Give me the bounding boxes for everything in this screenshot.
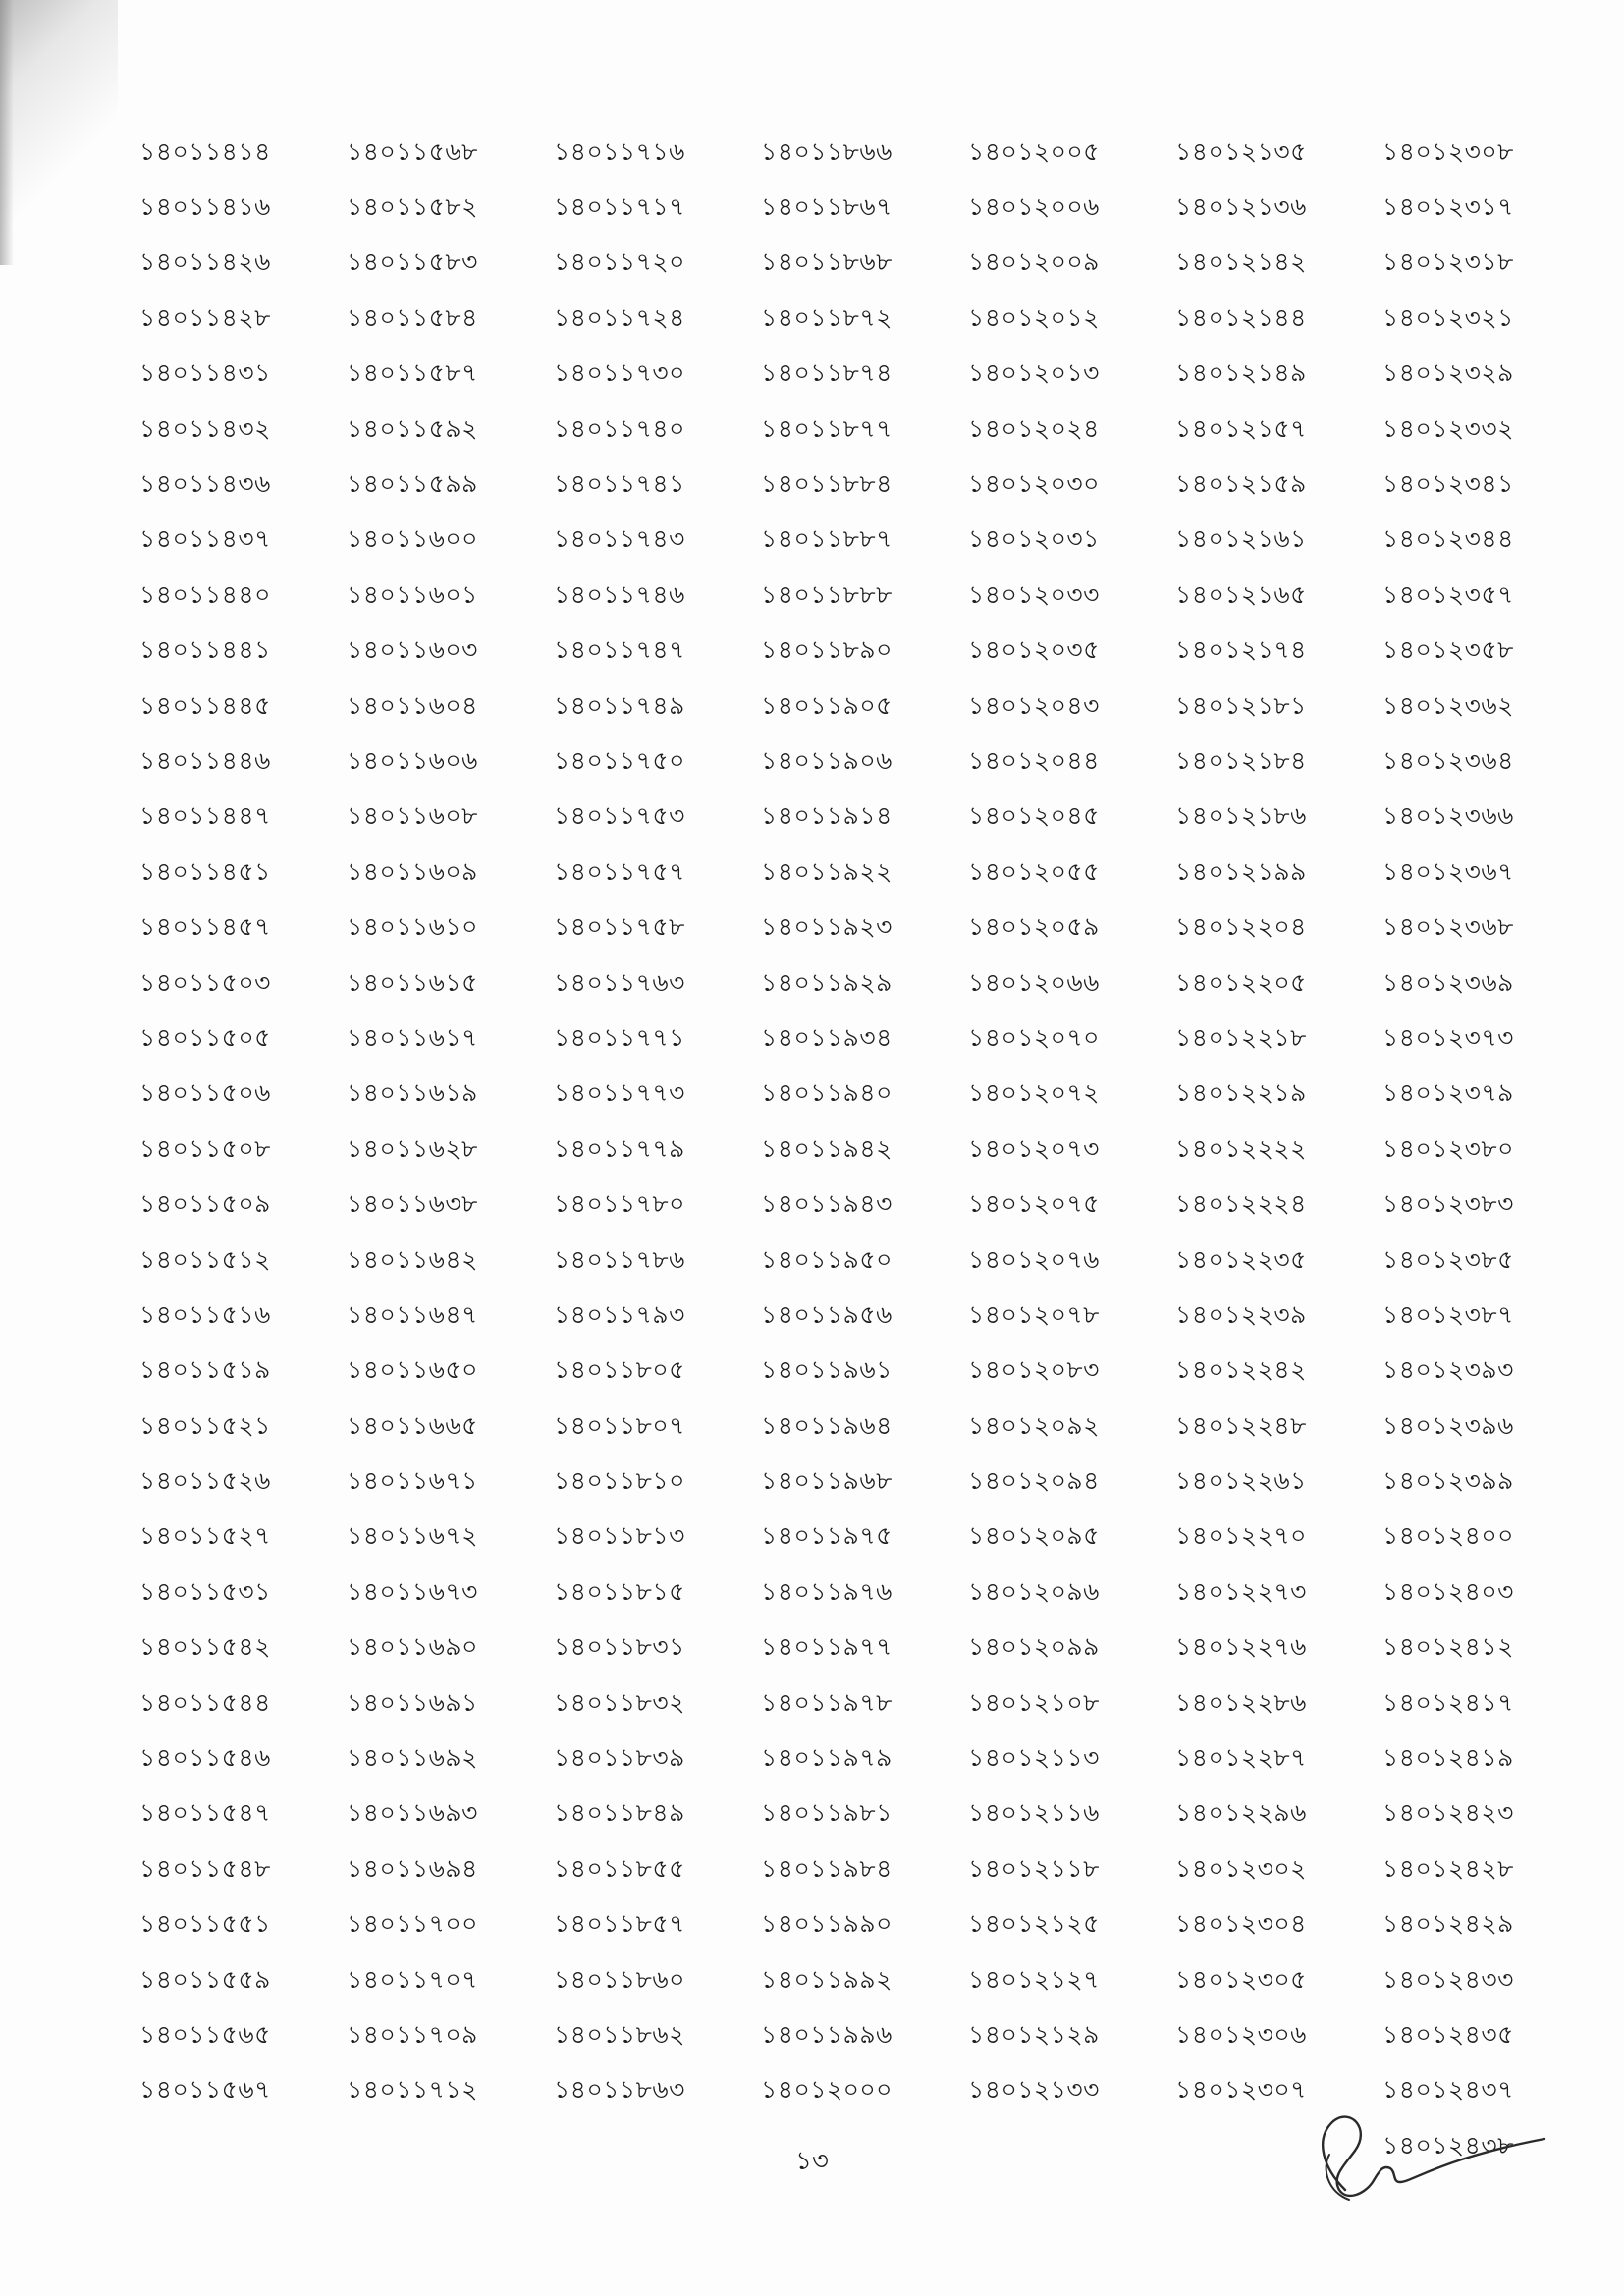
roll-number: ১৪০১২৩০৭ (1175, 2075, 1307, 2105)
roll-number: ১৪০১১৬১৯ (347, 1078, 478, 1108)
roll-number: ১৪০১২৪৩৩ (1382, 1964, 1514, 1994)
roll-number: ১৪০১২৩৮৫ (1382, 1244, 1514, 1274)
roll-number: ১৪০১১৯০৬ (761, 745, 893, 775)
roll-number: ১৪০১১৭৫৭ (554, 856, 685, 886)
roll-row (139, 1898, 1534, 1953)
roll-number: ১৪০১১৮৩৯ (554, 1743, 685, 1773)
roll-number: ১৪০১১৭৯৩ (554, 1299, 685, 1329)
roll-number: ১৪০১২৩১৭ (1382, 192, 1514, 222)
roll-number: ১৪০১১৫৪৬ (139, 1743, 271, 1773)
roll-number: ১৪০১২৪৩৮ (1382, 2130, 1514, 2159)
roll-row (139, 1399, 1534, 1454)
roll-number: ১৪০১১৬৯৪ (347, 1853, 478, 1883)
roll-number: ১৪০১১৬০০ (347, 524, 478, 554)
roll-number: ১৪০১১৮৭২ (761, 302, 893, 332)
roll-number: ১৪০১১৮৫৫ (554, 1853, 685, 1883)
roll-number: ১৪০১১৯২২ (761, 856, 893, 886)
roll-number: ১৪০১১৮১৫ (554, 1576, 685, 1606)
roll-number: ১৪০১১৬৬৫ (347, 1410, 478, 1440)
roll-number: ১৪০১২২৩৯ (1175, 1299, 1307, 1329)
roll-number: ১৪০১২২৬১ (1175, 1466, 1307, 1496)
roll-number: ১৪০১২৪০৩ (1382, 1576, 1514, 1606)
roll-number: ১৪০১২৪২৯ (1382, 1909, 1514, 1939)
roll-number: ১৪০১২০৭৬ (968, 1244, 1100, 1274)
roll-number: ১৪০১১৭৪৭ (554, 635, 685, 665)
roll-number: ১৪০১২১১৬ (968, 1798, 1100, 1828)
roll-number: ১৪০১২৪১৭ (1382, 1687, 1514, 1717)
roll-number: ১৪০১২৩৭৩ (1382, 1022, 1514, 1052)
roll-number: ১৪০১২০৪৩ (968, 690, 1100, 720)
roll-number: ১৪০১১৬৪২ (347, 1244, 478, 1274)
roll-number: ১৪০১২৩৭৯ (1382, 1078, 1514, 1108)
roll-row (139, 1122, 1534, 1177)
roll-number: ১৪০১১৭৪৩ (554, 524, 685, 554)
roll-number: ১৪০১১৯৬১ (761, 1355, 893, 1385)
roll-number: ১৪০১২২২৪ (1175, 1189, 1307, 1219)
roll-number: ১৪০১১৮৭৪ (761, 358, 893, 388)
roll-number: ১৪০১১৯৬৪ (761, 1410, 893, 1440)
roll-number: ১৪০১২৩০২ (1175, 1853, 1307, 1883)
roll-number: ১৪০১২৩৯৩ (1382, 1355, 1514, 1385)
scan-edge (0, 0, 14, 265)
signature-mark (1294, 2100, 1559, 2217)
roll-number: ১৪০১১৭১২ (347, 2075, 478, 2105)
roll-number: ১৪০১১৪৪৭ (139, 801, 271, 831)
roll-number: ১৪০১১৭৬৩ (554, 967, 685, 997)
roll-row (139, 1621, 1534, 1676)
roll-number: ১৪০১১৬১৭ (347, 1022, 478, 1052)
roll-number: ১৪০১২১৯৯ (1175, 856, 1307, 886)
roll-number: ১৪০১১৬৭৩ (347, 1576, 478, 1606)
roll-number: ১৪০১২০৪৫ (968, 801, 1100, 831)
roll-number: ১৪০১১৫৫১ (139, 1909, 271, 1939)
roll-number: ১৪০১১৭০৭ (347, 1964, 478, 1994)
roll-number: ১৪০১২০৯৫ (968, 1521, 1100, 1551)
roll-number: ১৪০১১৬১৫ (347, 967, 478, 997)
roll-number: ১৪০১১৫৪৭ (139, 1798, 271, 1828)
roll-number: ১৪০১২৪১৯ (1382, 1743, 1514, 1773)
roll-number: ১৪০১১৫১৬ (139, 1299, 271, 1329)
roll-number: ১৪০১২০১২ (968, 302, 1100, 332)
roll-number: ১৪০১২১৫৯ (1175, 469, 1307, 499)
roll-row (139, 403, 1534, 458)
roll-number: ১৪০১২১০৮ (968, 1687, 1100, 1717)
roll-number: ১৪০১১৫৬৫ (139, 2019, 271, 2049)
roll-number: ১৪০১২১৩৬ (1175, 192, 1307, 222)
roll-number: ১৪০১১৬০৮ (347, 801, 478, 831)
roll-number: ১৪০১১৫৬৭ (139, 2075, 271, 2105)
roll-row (139, 1233, 1534, 1288)
roll-number: ১৪০১২৩৬৪ (1382, 745, 1514, 775)
roll-number: ১৪০১২৩১৮ (1382, 247, 1514, 277)
roll-number: ১৪০১২০৩৩ (968, 579, 1100, 609)
roll-row (139, 735, 1534, 790)
roll-number: ১৪০১২২৮৭ (1175, 1743, 1307, 1773)
roll-number: ১৪০১১৬৫০ (347, 1355, 478, 1385)
roll-number: ১৪০১২২০৪ (1175, 912, 1307, 942)
roll-number: ১৪০১১৪৩২ (139, 413, 271, 443)
roll-number: ১৪০১২০০৫ (968, 137, 1100, 166)
roll-number: ১৪০১১৫৮৭ (347, 358, 478, 388)
roll-number: ১৪০১২৩৪১ (1382, 469, 1514, 499)
roll-number: ১৪০১১৫৮৩ (347, 247, 478, 277)
roll-number: ১৪০১১৯৪০ (761, 1078, 893, 1108)
roll-number: ১৪০১১৮৫৭ (554, 1909, 685, 1939)
roll-row (139, 292, 1534, 347)
roll-number: ১৪০১২৩৯৯ (1382, 1466, 1514, 1496)
roll-number: ১৪০১২০৩০ (968, 469, 1100, 499)
roll-number: ১৪০১২২৭৬ (1175, 1632, 1307, 1662)
roll-number: ১৪০১২৩২১ (1382, 302, 1514, 332)
roll-row (139, 569, 1534, 624)
roll-number: ১৪০১২৪২৮ (1382, 1853, 1514, 1883)
roll-number: ১৪০১১৭৭৯ (554, 1133, 685, 1163)
roll-number: ১৪০১২১২৭ (968, 1964, 1100, 1994)
roll-number: ১৪০১২৩৩২ (1382, 413, 1514, 443)
roll-number: ১৪০১২০৯৪ (968, 1466, 1100, 1496)
roll-number: ১৪০১২২১৮ (1175, 1022, 1307, 1052)
roll-number: ১৪০১১৭৫০ (554, 745, 685, 775)
roll-number: ১৪০১২২৪২ (1175, 1355, 1307, 1385)
roll-number: ১৪০১২০৯৯ (968, 1632, 1100, 1662)
roll-number: ১৪০১২১৮৬ (1175, 801, 1307, 831)
roll-number: ১৪০১১৯৭৮ (761, 1687, 893, 1717)
roll-number: ১৪০১২২২২ (1175, 1133, 1307, 1163)
roll-number: ১৪০১২৩৬২ (1382, 690, 1514, 720)
roll-number: ১৪০১১৯৯২ (761, 1964, 893, 1994)
roll-number: ১৪০১২৩০৮ (1382, 137, 1514, 166)
roll-number: ১৪০১১৮৭৭ (761, 413, 893, 443)
roll-number: ১৪০১২০৭৩ (968, 1133, 1100, 1163)
roll-number: ১৪০১১৭০৯ (347, 2019, 478, 2049)
roll-number: ১৪০১১৮৬৬ (761, 137, 893, 166)
roll-number: ১৪০১১৫০৬ (139, 1078, 271, 1108)
roll-number: ১৪০১১৪১৬ (139, 192, 271, 222)
roll-number: ১৪০১২০৭৮ (968, 1299, 1100, 1329)
roll-number: ১৪০১১৬৯৩ (347, 1798, 478, 1828)
roll-number: ১৪০১১৭৫৩ (554, 801, 685, 831)
roll-number: ১৪০১১৮৬৭ (761, 192, 893, 222)
roll-number: ১৪০১১৯৫০ (761, 1244, 893, 1274)
roll-number: ১৪০১১৬৭২ (347, 1521, 478, 1551)
roll-number: ১৪০১১৫২৬ (139, 1466, 271, 1496)
roll-row (139, 625, 1534, 680)
roll-number: ১৪০১১৬০৯ (347, 856, 478, 886)
roll-number: ১৪০১১৪৩৬ (139, 469, 271, 499)
roll-number: ১৪০১১৬৩৮ (347, 1189, 478, 1219)
roll-number: ১৪০১১৭২৪ (554, 302, 685, 332)
roll-number: ১৪০১২২৮৬ (1175, 1687, 1307, 1717)
roll-number: ১৪০১১৯৭৯ (761, 1743, 893, 1773)
roll-number: ১৪০১১৫৪২ (139, 1632, 271, 1662)
roll-number: ১৪০১২০৯৬ (968, 1576, 1100, 1606)
roll-number: ১৪০১১৫৬৮ (347, 137, 478, 166)
roll-number: ১৪০১২৩৫৮ (1382, 635, 1514, 665)
roll-number: ১৪০১১৫০৯ (139, 1189, 271, 1219)
roll-number: ১৪০১২৩৯৬ (1382, 1410, 1514, 1440)
roll-number: ১৪০১১৪৩৭ (139, 524, 271, 554)
roll-number: ১৪০১১৬৯১ (347, 1687, 478, 1717)
roll-number: ১৪০১১৫৮৪ (347, 302, 478, 332)
roll-row (139, 1510, 1534, 1565)
roll-number: ১৪০১১৮৮৭ (761, 524, 893, 554)
roll-number: ১৪০১২২০৫ (1175, 967, 1307, 997)
roll-row (139, 1787, 1534, 1842)
roll-number: ১৪০১২১১৩ (968, 1743, 1100, 1773)
roll-number: ১৪০১২৪২৩ (1382, 1798, 1514, 1828)
roll-number: ১৪০১১৯৭৫ (761, 1521, 893, 1551)
roll-number: ১৪০১২৪১২ (1382, 1632, 1514, 1662)
roll-number: ১৪০১১৭১৭ (554, 192, 685, 222)
roll-number: ১৪০১১৯৭৭ (761, 1632, 893, 1662)
roll-number: ১৪০১২২৪৮ (1175, 1410, 1307, 1440)
roll-row (139, 181, 1534, 236)
roll-number: ১৪০১১৫৮২ (347, 192, 478, 222)
roll-number: ১৪০১২০৫৫ (968, 856, 1100, 886)
roll-number: ১৪০১২৩৬৯ (1382, 967, 1514, 997)
roll-number: ১৪০১২০৭২ (968, 1078, 1100, 1108)
roll-number: ১৪০১১৪১৪ (139, 137, 271, 166)
roll-number: ১৪০১১৬৭১ (347, 1466, 478, 1496)
roll-number: ১৪০১১৭৩০ (554, 358, 685, 388)
roll-row (139, 1565, 1534, 1620)
roll-number: ১৪০১২১৮১ (1175, 690, 1307, 720)
roll-number: ১৪০১১৮৬৩ (554, 2075, 685, 2105)
roll-number: ১৪০১১৫৯৯ (347, 469, 478, 499)
roll-number: ১৪০১২০৭৫ (968, 1189, 1100, 1219)
roll-number: ১৪০১২৩০৫ (1175, 1964, 1307, 1994)
roll-row (139, 126, 1534, 181)
roll-number: ১৪০১১৪২৬ (139, 247, 271, 277)
roll-number: ১৪০১২১৪৪ (1175, 302, 1307, 332)
roll-number: ১৪০১১৯০৫ (761, 690, 893, 720)
roll-number: ১৪০১২৩৬৮ (1382, 912, 1514, 942)
roll-number: ১৪০১২৩৪৪ (1382, 524, 1514, 554)
roll-number: ১৪০১২১৪২ (1175, 247, 1307, 277)
roll-number: ১৪০১১৮৬৮ (761, 247, 893, 277)
roll-number: ১৪০১২১৬৫ (1175, 579, 1307, 609)
roll-number: ১৪০১১৫১২ (139, 1244, 271, 1274)
roll-number: ১৪০১২২৩৫ (1175, 1244, 1307, 1274)
roll-row (139, 237, 1534, 292)
roll-row (139, 1067, 1534, 1122)
roll-number: ১৪০১১৮৮৪ (761, 469, 893, 499)
roll-number: ১৪০১১৫০৫ (139, 1022, 271, 1052)
roll-number: ১৪০১১৯৪৩ (761, 1189, 893, 1219)
roll-number: ১৪০১১৪৫১ (139, 856, 271, 886)
roll-row (139, 1288, 1534, 1343)
roll-number: ১৪০১২২৭৩ (1175, 1576, 1307, 1606)
roll-number: ১৪০১২১৭৪ (1175, 635, 1307, 665)
roll-number: ১৪০১১৭৪০ (554, 413, 685, 443)
roll-number: ১৪০১১৬৯০ (347, 1632, 478, 1662)
roll-number: ১৪০১১৪৫৭ (139, 912, 271, 942)
roll-number: ১৪০১১৪৪১ (139, 635, 271, 665)
roll-number: ১৪০১১৮৬০ (554, 1964, 685, 1994)
roll-number: ১৪০১২৩৮৩ (1382, 1189, 1514, 1219)
roll-number: ১৪০১১৬০৪ (347, 690, 478, 720)
roll-number: ১৪০১১৮৪৯ (554, 1798, 685, 1828)
roll-number: ১৪০১২০০০ (761, 2075, 893, 2105)
roll-number: ১৪০১২৩৬৬ (1382, 801, 1514, 831)
roll-number: ১৪০১১৮৬২ (554, 2019, 685, 2049)
roll-number: ১৪০১১৭৪১ (554, 469, 685, 499)
roll-number: ১৪০১২০০৯ (968, 247, 1100, 277)
roll-row (139, 348, 1534, 403)
roll-number: ১৪০১১৬০৬ (347, 745, 478, 775)
roll-number: ১৪০১১৬২৮ (347, 1133, 478, 1163)
roll-number: ১৪০১১৪২৮ (139, 302, 271, 332)
roll-row (139, 680, 1534, 735)
roll-number: ১৪০১২৩০৬ (1175, 2019, 1307, 2049)
roll-number: ১৪০১১৭২০ (554, 247, 685, 277)
roll-number: ১৪০১১৭৫৮ (554, 912, 685, 942)
roll-number: ১৪০১১৭৪৬ (554, 579, 685, 609)
roll-number: ১৪০১১৬৪৭ (347, 1299, 478, 1329)
roll-number: ১৪০১১৯২৩ (761, 912, 893, 942)
roll-row (139, 1731, 1534, 1786)
roll-number: ১৪০১২১১৮ (968, 1853, 1100, 1883)
roll-number: ১৪০১১৫২১ (139, 1410, 271, 1440)
roll-number: ১৪০১১৭১৬ (554, 137, 685, 166)
roll-number: ১৪০১১৪৪০ (139, 579, 271, 609)
roll-number: ১৪০১২২৯৬ (1175, 1798, 1307, 1828)
roll-number: ১৪০১১৭৪৯ (554, 690, 685, 720)
roll-number: ১৪০১২৩৮৭ (1382, 1299, 1514, 1329)
roll-number: ১৪০১১৯৮৪ (761, 1853, 893, 1883)
roll-number: ১৪০১১৯২৯ (761, 967, 893, 997)
roll-number: ১৪০১১৬০৩ (347, 635, 478, 665)
roll-number: ১৪০১২০২৪ (968, 413, 1100, 443)
roll-row (139, 791, 1534, 846)
roll-row (139, 2008, 1534, 2063)
roll-number: ১৪০১১৮১৩ (554, 1521, 685, 1551)
roll-number: ১৪০১১৬০১ (347, 579, 478, 609)
roll-number: ১৪০১১৮৩২ (554, 1687, 685, 1717)
roll-number: ১৪০১২৪০০ (1382, 1521, 1514, 1551)
roll-number: ১৪০১১৪৪৫ (139, 690, 271, 720)
roll-number: ১৪০১১৭৮০ (554, 1189, 685, 1219)
roll-number: ১৪০১১৬৯২ (347, 1743, 478, 1773)
roll-number: ১৪০১২১৬১ (1175, 524, 1307, 554)
roll-number: ১৪০১২১৩৫ (1175, 137, 1307, 166)
roll-number: ১৪০১২০১৩ (968, 358, 1100, 388)
roll-number: ১৪০১২০৭০ (968, 1022, 1100, 1052)
roll-number: ১৪০১২১২৫ (968, 1909, 1100, 1939)
roll-number: ১৪০১২৪৩৭ (1382, 2075, 1514, 2105)
roll-number: ১৪০১১৫৩১ (139, 1576, 271, 1606)
roll-number: ১৪০১২০৩৫ (968, 635, 1100, 665)
roll-row (139, 1676, 1534, 1731)
roll-number: ১৪০১২০৩১ (968, 524, 1100, 554)
roll-number: ১৪০১১৯৪২ (761, 1133, 893, 1163)
roll-row (139, 1953, 1534, 2008)
roll-row (139, 846, 1534, 901)
roll-number: ১৪০১১৫৯২ (347, 413, 478, 443)
roll-number: ১৪০১২১৮৪ (1175, 745, 1307, 775)
roll-row (139, 1177, 1534, 1232)
roll-number: ১৪০১১৯৫৬ (761, 1299, 893, 1329)
roll-number: ১৪০১১৯৩৪ (761, 1022, 893, 1052)
roll-number: ১৪০১২০০৬ (968, 192, 1100, 222)
roll-number: ১৪০১১৭০০ (347, 1909, 478, 1939)
roll-number: ১৪০১১৭৭৩ (554, 1078, 685, 1108)
roll-number: ১৪০১২১২৯ (968, 2019, 1100, 2049)
roll-number: ১৪০১১৮৯০ (761, 635, 893, 665)
roll-number: ১৪০১১৫০৮ (139, 1133, 271, 1163)
roll-number: ১৪০১২৩৫৭ (1382, 579, 1514, 609)
roll-number: ১৪০১১৫৪৮ (139, 1853, 271, 1883)
roll-number: ১৪০১২২১৯ (1175, 1078, 1307, 1108)
roll-number: ১৪০১২০৪৪ (968, 745, 1100, 775)
roll-row (139, 1842, 1534, 1897)
roll-number: ১৪০১১৮০৭ (554, 1410, 685, 1440)
roll-number: ১৪০১১৯৮১ (761, 1798, 893, 1828)
roll-number: ১৪০১১৯৯০ (761, 1909, 893, 1939)
roll-row (139, 901, 1534, 956)
roll-row (139, 514, 1534, 569)
roll-number: ১৪০১২৩২৯ (1382, 358, 1514, 388)
roll-row (139, 1454, 1534, 1509)
roll-number: ১৪০১১৫৫৯ (139, 1964, 271, 1994)
roll-row (139, 1344, 1534, 1399)
roll-number: ১৪০১১৯৭৬ (761, 1576, 893, 1606)
roll-number: ১৪০১২১৫৭ (1175, 413, 1307, 443)
roll-number: ১৪০১১৪৩১ (139, 358, 271, 388)
roll-number: ১৪০১১৮৩১ (554, 1632, 685, 1662)
roll-number: ১৪০১১৮৮৮ (761, 579, 893, 609)
roll-number: ১৪০১১৯৬৮ (761, 1466, 893, 1496)
roll-number: ১৪০১১৭৮৬ (554, 1244, 685, 1274)
roll-number: ১৪০১১৮০৫ (554, 1355, 685, 1385)
roll-number: ১৪০১১৪৪৬ (139, 745, 271, 775)
roll-number: ১৪০১২৩০৪ (1175, 1909, 1307, 1939)
roll-number: ১৪০১১৯৯৬ (761, 2019, 893, 2049)
roll-number: ১৪০১২১৩৩ (968, 2075, 1100, 2105)
roll-number: ১৪০১১৭৭১ (554, 1022, 685, 1052)
roll-number: ১৪০১২৪৩৫ (1382, 2019, 1514, 2049)
roll-number: ১৪০১১৫০৩ (139, 967, 271, 997)
roll-number: ১৪০১২০৬৬ (968, 967, 1100, 997)
roll-number: ১৪০১২৩৬৭ (1382, 856, 1514, 886)
roll-number: ১৪০১২৩৮০ (1382, 1133, 1514, 1163)
page-number: ১৩ (795, 2147, 829, 2176)
roll-number: ১৪০১১৮১০ (554, 1466, 685, 1496)
roll-number: ১৪০১২০৫৯ (968, 912, 1100, 942)
roll-number: ১৪০১২২৭০ (1175, 1521, 1307, 1551)
roll-number: ১৪০১১৬১০ (347, 912, 478, 942)
roll-number: ১৪০১১৫২৭ (139, 1521, 271, 1551)
roll-row (139, 1011, 1534, 1066)
scan-shadow (0, 0, 118, 275)
roll-number: ১৪০১২০৯২ (968, 1410, 1100, 1440)
roll-number: ১৪০১২০৮৩ (968, 1355, 1100, 1385)
roll-number: ১৪০১২১৪৯ (1175, 358, 1307, 388)
roll-row (139, 957, 1534, 1011)
roll-number-grid (139, 126, 1534, 2174)
roll-number: ১৪০১১৯১৪ (761, 801, 893, 831)
roll-number: ১৪০১১৫১৯ (139, 1355, 271, 1385)
roll-number: ১৪০১১৫৪৪ (139, 1687, 271, 1717)
roll-row (139, 458, 1534, 513)
